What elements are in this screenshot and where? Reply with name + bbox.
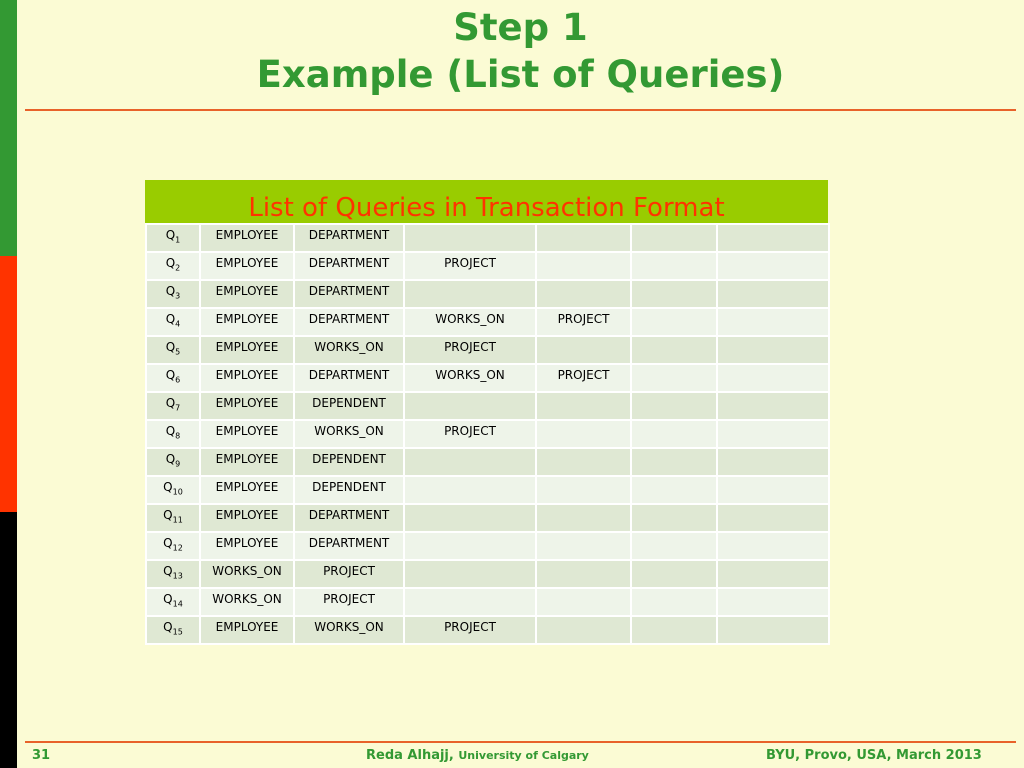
- author-name: Reda Alhajj,: [366, 748, 454, 763]
- relation-cell: EMPLOYEE: [200, 476, 294, 504]
- relation-cell: [536, 280, 631, 308]
- query-number: 14: [172, 599, 183, 609]
- queries-table-container: [145, 180, 828, 645]
- relation-cell: [717, 280, 829, 308]
- query-id-cell: [146, 448, 200, 476]
- relation-cell: [631, 308, 717, 336]
- query-id-cell: [146, 336, 200, 364]
- relation-cell: [631, 280, 717, 308]
- query-label: Q: [163, 564, 173, 578]
- table-row: [146, 308, 829, 336]
- query-id-cell: [146, 392, 200, 420]
- query-label: Q: [165, 256, 176, 270]
- relation-cell: EMPLOYEE: [200, 252, 294, 280]
- top-divider: [25, 109, 1016, 111]
- relation-cell: [536, 420, 631, 448]
- query-label: Q: [163, 480, 173, 494]
- query-id-cell: [146, 252, 200, 280]
- queries-table: [145, 223, 830, 645]
- relation-cell: DEPENDENT: [294, 476, 404, 504]
- relation-cell: [631, 420, 717, 448]
- query-label: Q: [165, 284, 176, 298]
- relation-cell: [536, 448, 631, 476]
- relation-cell: WORKS_ON: [294, 336, 404, 364]
- table-row: [146, 420, 829, 448]
- relation-cell: EMPLOYEE: [200, 224, 294, 252]
- relation-cell: [631, 504, 717, 532]
- relation-cell: PROJECT: [404, 336, 536, 364]
- query-label: Q: [165, 340, 176, 354]
- relation-cell: EMPLOYEE: [200, 616, 294, 644]
- relation-cell: [404, 588, 536, 616]
- query-label: Q: [165, 228, 176, 242]
- relation-cell: [536, 476, 631, 504]
- relation-cell: [717, 476, 829, 504]
- relation-cell: PROJECT: [404, 616, 536, 644]
- side-bar-green: [0, 0, 17, 256]
- relation-cell: [631, 392, 717, 420]
- query-id-cell: [146, 616, 200, 644]
- query-id-cell: [146, 504, 200, 532]
- query-number: 1: [175, 235, 181, 245]
- relation-cell: DEPENDENT: [294, 392, 404, 420]
- table-row: [146, 588, 829, 616]
- table-row: [146, 532, 829, 560]
- query-number: 3: [175, 291, 181, 301]
- relation-cell: WORKS_ON: [404, 364, 536, 392]
- footer-author: [366, 748, 589, 763]
- relation-cell: [536, 532, 631, 560]
- relation-cell: [536, 336, 631, 364]
- query-number: 9: [175, 459, 181, 469]
- relation-cell: [717, 336, 829, 364]
- relation-cell: [717, 364, 829, 392]
- table-row: [146, 224, 829, 252]
- relation-cell: [536, 504, 631, 532]
- query-id-cell: [146, 588, 200, 616]
- query-label: Q: [165, 424, 176, 438]
- relation-cell: [536, 392, 631, 420]
- relation-cell: [631, 364, 717, 392]
- query-number: 4: [175, 319, 181, 329]
- bottom-divider: [25, 741, 1016, 743]
- relation-cell: PROJECT: [536, 308, 631, 336]
- query-label: Q: [165, 452, 176, 466]
- relation-cell: EMPLOYEE: [200, 532, 294, 560]
- query-number: 8: [175, 431, 181, 441]
- relation-cell: [404, 532, 536, 560]
- query-label: Q: [163, 620, 173, 634]
- relation-cell: DEPARTMENT: [294, 504, 404, 532]
- relation-cell: EMPLOYEE: [200, 336, 294, 364]
- relation-cell: [404, 448, 536, 476]
- side-bar-orange: [0, 256, 17, 512]
- relation-cell: [404, 504, 536, 532]
- query-id-cell: [146, 280, 200, 308]
- relation-cell: WORKS_ON: [404, 308, 536, 336]
- relation-cell: PROJECT: [294, 588, 404, 616]
- relation-cell: [717, 252, 829, 280]
- query-number: 5: [175, 347, 181, 357]
- relation-cell: EMPLOYEE: [200, 448, 294, 476]
- relation-cell: [631, 588, 717, 616]
- relation-cell: [717, 616, 829, 644]
- relation-cell: [717, 560, 829, 588]
- table-row: [146, 616, 829, 644]
- table-row: [146, 252, 829, 280]
- relation-cell: EMPLOYEE: [200, 504, 294, 532]
- relation-cell: [717, 308, 829, 336]
- relation-cell: [631, 532, 717, 560]
- relation-cell: [717, 448, 829, 476]
- query-label: Q: [165, 396, 176, 410]
- query-id-cell: [146, 560, 200, 588]
- relation-cell: PROJECT: [294, 560, 404, 588]
- relation-cell: [404, 224, 536, 252]
- slide-title-line2: Example (List of Queries): [256, 53, 785, 96]
- table-row: [146, 280, 829, 308]
- query-number: 10: [172, 487, 183, 497]
- relation-cell: [404, 476, 536, 504]
- relation-cell: DEPARTMENT: [294, 532, 404, 560]
- query-number: 13: [172, 571, 183, 581]
- relation-cell: [717, 224, 829, 252]
- relation-cell: WORKS_ON: [294, 616, 404, 644]
- relation-cell: PROJECT: [536, 364, 631, 392]
- relation-cell: [536, 252, 631, 280]
- author-affiliation: University of Calgary: [458, 749, 589, 762]
- relation-cell: [631, 448, 717, 476]
- query-number: 12: [172, 543, 183, 553]
- relation-cell: DEPENDENT: [294, 448, 404, 476]
- table-row: [146, 476, 829, 504]
- relation-cell: EMPLOYEE: [200, 392, 294, 420]
- query-number: 15: [172, 627, 183, 637]
- relation-cell: [536, 224, 631, 252]
- query-number: 2: [175, 263, 181, 273]
- query-id-cell: [146, 532, 200, 560]
- relation-cell: [631, 616, 717, 644]
- relation-cell: [536, 616, 631, 644]
- relation-cell: [631, 476, 717, 504]
- relation-cell: [631, 336, 717, 364]
- table-caption: List of Queries in Transaction Format: [145, 180, 828, 223]
- query-number: 6: [175, 375, 181, 385]
- relation-cell: DEPARTMENT: [294, 364, 404, 392]
- relation-cell: [536, 588, 631, 616]
- query-id-cell: [146, 224, 200, 252]
- relation-cell: [631, 560, 717, 588]
- query-label: Q: [163, 592, 173, 606]
- relation-cell: EMPLOYEE: [200, 364, 294, 392]
- relation-cell: [717, 588, 829, 616]
- relation-cell: PROJECT: [404, 420, 536, 448]
- query-label: Q: [165, 312, 176, 326]
- query-label: Q: [163, 536, 173, 550]
- relation-cell: WORKS_ON: [200, 560, 294, 588]
- relation-cell: [717, 392, 829, 420]
- query-id-cell: [146, 476, 200, 504]
- query-id-cell: [146, 308, 200, 336]
- relation-cell: DEPARTMENT: [294, 224, 404, 252]
- relation-cell: [536, 560, 631, 588]
- relation-cell: [404, 392, 536, 420]
- relation-cell: WORKS_ON: [294, 420, 404, 448]
- query-number: 11: [172, 515, 183, 525]
- relation-cell: [717, 532, 829, 560]
- relation-cell: WORKS_ON: [200, 588, 294, 616]
- footer-venue: BYU, Provo, USA, March 2013: [766, 748, 982, 763]
- relation-cell: [404, 560, 536, 588]
- slide-title: [17, 4, 1024, 98]
- relation-cell: [631, 252, 717, 280]
- query-number: 7: [175, 403, 181, 413]
- relation-cell: DEPARTMENT: [294, 280, 404, 308]
- table-row: [146, 336, 829, 364]
- relation-cell: [631, 224, 717, 252]
- relation-cell: EMPLOYEE: [200, 280, 294, 308]
- table-row: [146, 504, 829, 532]
- relation-cell: PROJECT: [404, 252, 536, 280]
- relation-cell: [404, 280, 536, 308]
- table-row: [146, 364, 829, 392]
- query-id-cell: [146, 420, 200, 448]
- relation-cell: DEPARTMENT: [294, 252, 404, 280]
- table-row: [146, 448, 829, 476]
- slide-title-line1: Step 1: [453, 6, 588, 49]
- side-bar-black: [0, 512, 17, 768]
- relation-cell: EMPLOYEE: [200, 308, 294, 336]
- page-number: 31: [32, 748, 51, 763]
- relation-cell: DEPARTMENT: [294, 308, 404, 336]
- query-id-cell: [146, 364, 200, 392]
- table-row: [146, 560, 829, 588]
- relation-cell: [717, 504, 829, 532]
- relation-cell: EMPLOYEE: [200, 420, 294, 448]
- table-row: [146, 392, 829, 420]
- query-label: Q: [165, 368, 176, 382]
- relation-cell: [717, 420, 829, 448]
- query-label: Q: [163, 508, 173, 522]
